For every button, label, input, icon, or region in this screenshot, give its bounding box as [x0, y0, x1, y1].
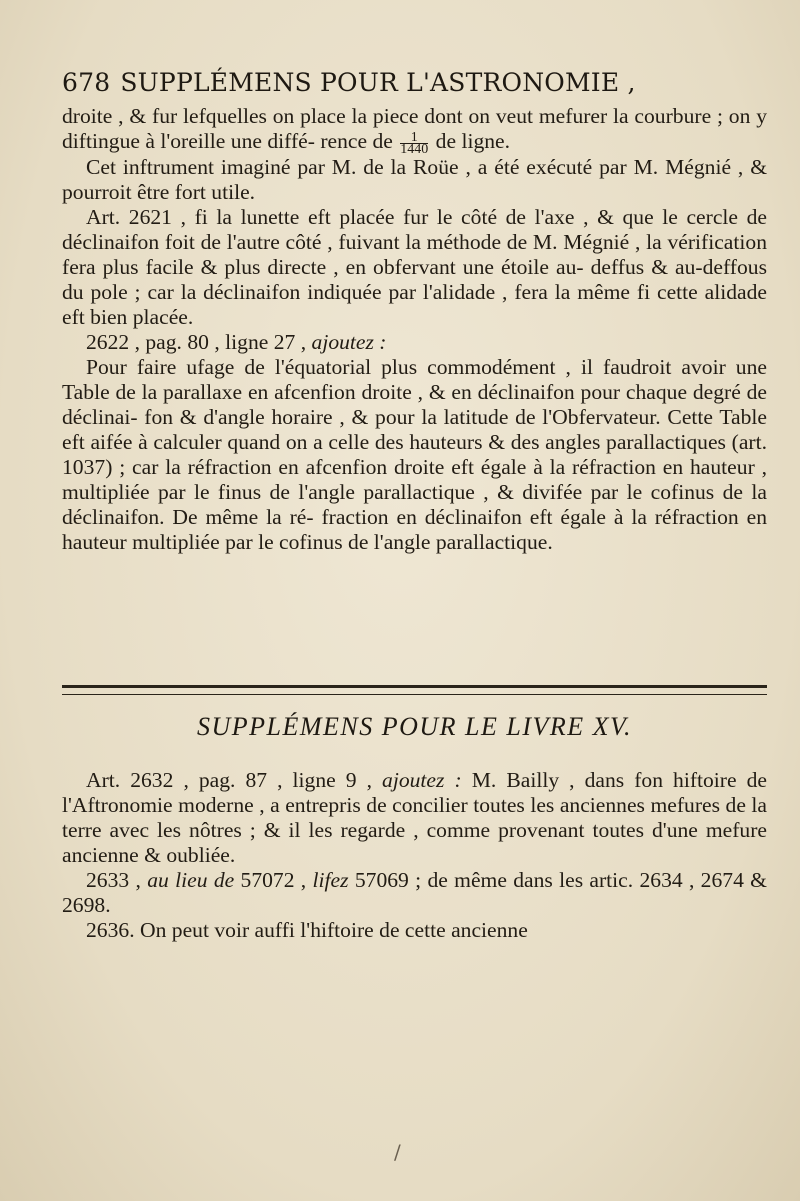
paragraph-1-text: droite , & fur lefquelles on place la piece dont on veut mefurer la courbure ; on y diftingue à l'oreille une diffé- rence de — [62, 104, 767, 153]
paragraph-7-italic-2: lifez — [312, 868, 349, 892]
fraction — [400, 129, 429, 157]
text-block-1 — [62, 104, 767, 555]
fraction-denominator: 1440 — [400, 141, 429, 157]
text-block-2 — [62, 768, 767, 943]
page-number: 678 — [62, 68, 111, 97]
paragraph-1-end: de ligne. — [435, 129, 511, 153]
paragraph-3: Art. 2621 , fi la lunette eft placée fur le côté de l'axe , & que le cercle de déclinaifon foit de l'autre côté , fuivant la méthode de M. Mégnié , la vérification fera plus facile & plus directe , en obfervant une étoile au- deffus & au-deffous du pole ; car la déclinaifon indiquée par l'alidade , fera la même fi cette alidade eft bien placée. — [62, 204, 767, 329]
paragraph-2: Cet inftrument imaginé par M. de la Roüe , a été exécuté par M. Mégnié , & pourroit être fort utile. — [62, 154, 767, 204]
paragraph-6 — [62, 768, 767, 868]
paragraph-4-ref: 2622 , pag. 80 , ligne 27 , — [86, 329, 307, 354]
paragraph-5: Pour faire ufage de l'équatorial plus commodément , il faudroit avoir une Table de la parallaxe en afcenfion droite , & en déclinaifon pour chaque degré de déclinai- fon & d'angle horaire , & pour la latitude de l'Obfervateur. Cette Table eft aifée à calculer quand on a celle des hauteurs & des angles parallactiques (art. 1037) ; car la réfraction en afcenfion droite eft égale à la réfraction en hauteur , multipliée par le finus de l'angle parallactique , & divifée par le cofinus de la déclinaifon. De même la ré- fraction en déclinaifon eft égale à la réfraction en hauteur multipliée par le cofinus de l'angle parallactique. — [62, 354, 767, 554]
paragraph-1 — [62, 104, 767, 155]
running-title: SUPPLÉMENS POUR L'ASTRONOMIE , — [120, 68, 636, 97]
paragraph-7-ref: 2633 , — [86, 868, 141, 892]
paragraph-4-italic: ajoutez : — [311, 329, 387, 354]
paragraph-6-italic: ajoutez : — [382, 768, 462, 792]
running-head — [62, 68, 636, 97]
section-divider — [62, 685, 767, 695]
paragraph-7-italic-1: au lieu de — [147, 868, 235, 892]
fraction-numerator: 1 — [400, 132, 428, 144]
paragraph-7-text: 57069 ; de même dans les artic. 2634 , 2674 & 2698. — [62, 868, 767, 917]
paragraph-6-text: M. Bailly , dans fon hiftoire de l'Aftronomie moderne , a entrepris de concilier toutes les anciennes mefures de la terre avec les nôtres ; & il les regarde , comme provenant toutes d'une mefure ancienne & oubliée. — [62, 768, 768, 867]
paragraph-4 — [62, 330, 767, 355]
paragraph-7-mid: 57072 , — [240, 868, 307, 892]
paragraph-8: 2636. On peut voir auffi l'hiftoire de cette ancienne — [86, 918, 528, 942]
paragraph-7 — [62, 868, 767, 918]
section-title: SUPPLÉMENS POUR LE LIVRE XV. — [196, 712, 633, 741]
paragraph-6-ref: Art. 2632 , pag. 87 , ligne 9 , — [86, 768, 372, 792]
footer-mark: / — [394, 1140, 401, 1164]
